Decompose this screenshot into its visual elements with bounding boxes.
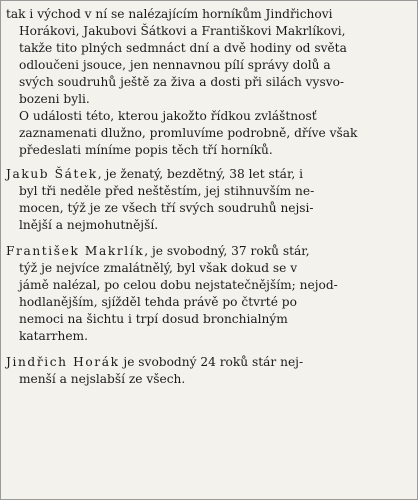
text-line: [6, 243, 414, 260]
paragraph-frantisek: [6, 243, 414, 345]
text-line: bozeni byli.: [19, 92, 90, 106]
paragraph-event: [6, 108, 414, 159]
text-line: [6, 354, 414, 371]
paragraph-intro: [6, 6, 414, 108]
text-line: odloučeni jsouce, jen nennavnou pílí správy dolů a: [19, 58, 331, 72]
text-line: týž je nejvíce zmalátnělý, byl však dokud se v: [19, 261, 298, 275]
paragraph-gap: [6, 345, 414, 354]
paragraph-jakub: [6, 166, 414, 234]
text-line: lnější a nejmohutnější.: [19, 218, 159, 232]
text-line: tak i východ v ní se nalézajícím horníkům Jindřichovi: [6, 7, 333, 21]
person-name-jindrich: Jindřich Horák: [6, 355, 120, 369]
text-line: O události této, kterou jakožto řídkou zvláštnosť: [19, 109, 317, 123]
text-line: hodlanějším, sjížděl tehda právě po čtvrté po: [19, 295, 297, 309]
paragraph-jindrich: [6, 354, 414, 388]
person-name-frantisek: František Makrlík: [6, 244, 145, 258]
text-line: nemoci na šichtu i trpí dosud bronchialným: [19, 312, 288, 326]
text-line: menší a nejslabší ze všech.: [19, 372, 186, 386]
text-line: předeslati míníme popis těch tří horníků.: [19, 143, 273, 157]
paragraph-gap: [6, 234, 414, 243]
text-fragment: , je svobodný, 37 roků stár,: [144, 244, 310, 258]
text-line: jámě nalézal, po celou dobu nejstatečnějším; nejod-: [19, 278, 338, 292]
text-line: Horákovi, Jakubovi Šátkovi a Františkovi Makrlíkovi,: [19, 24, 346, 38]
text-fragment: , je ženatý, bezdětný, 38 let stár, i: [97, 167, 304, 181]
text-line: zaznamenati dlužno, promluvíme podrobně, dříve však: [19, 126, 358, 140]
text-line: mocen, týž je ze všech tří svých soudruhů nejsi-: [19, 201, 314, 215]
paragraph-gap: [6, 159, 414, 166]
text-line: svých soudruhů ještě za živa a dosti při silách vysvo-: [19, 75, 345, 89]
text-fragment: je svobodný 24 roků stár nej-: [119, 355, 304, 369]
text-line: [6, 166, 414, 183]
person-name-jakub: Jakub Šátek: [6, 167, 98, 181]
document-text: [6, 6, 414, 388]
text-line: takže tito plných sedmnáct dní a dvě hodiny od světa: [19, 41, 347, 55]
text-line: katarrhem.: [19, 329, 88, 343]
text-line: byl tři neděle před neštěstím, jej stihnuvším ne-: [19, 184, 315, 198]
